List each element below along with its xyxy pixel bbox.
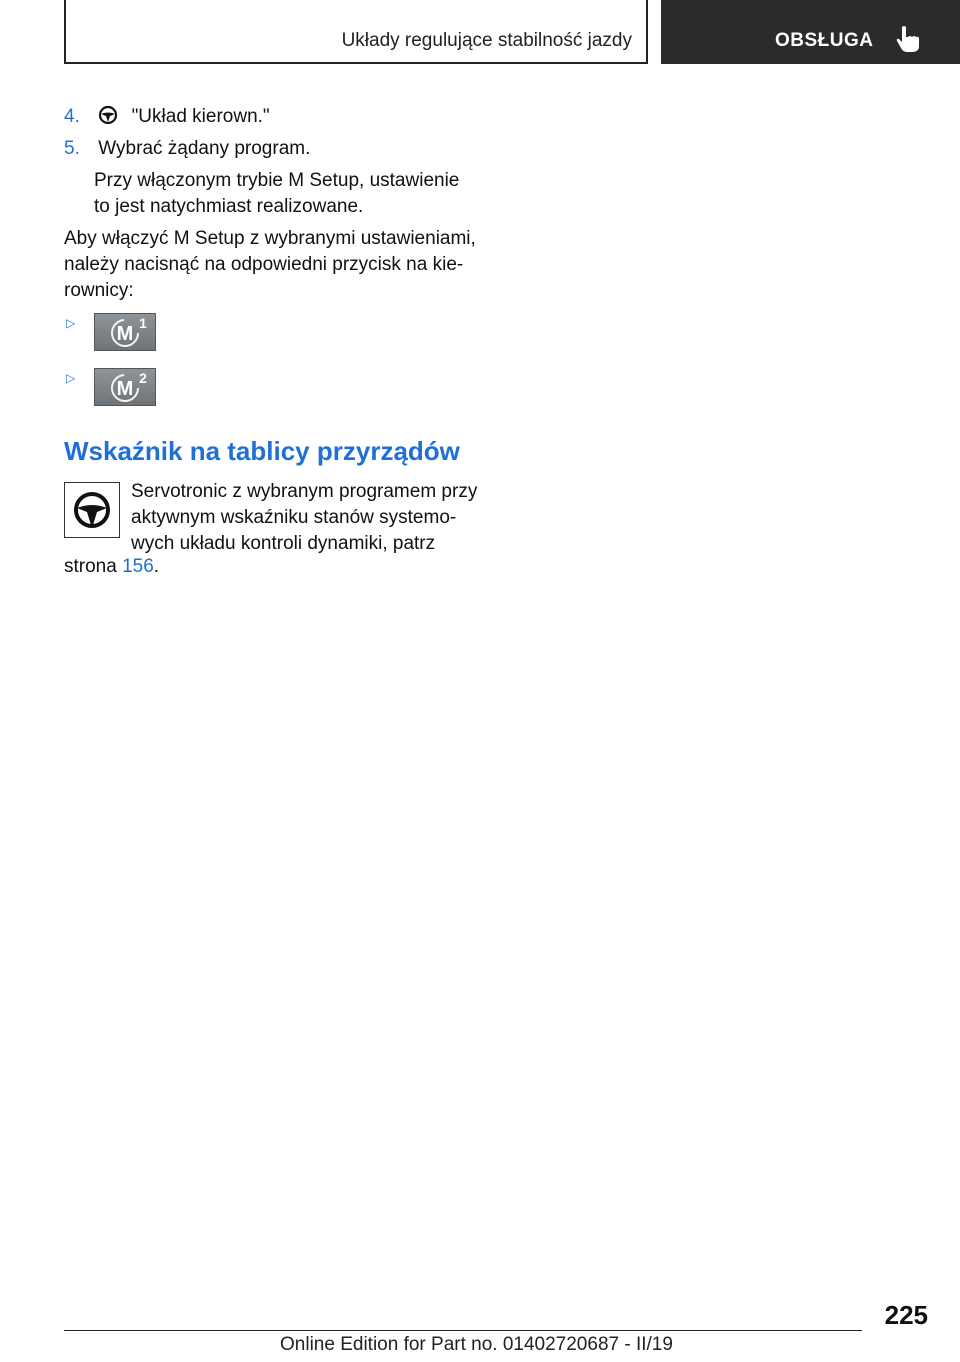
step-5-note (94, 168, 459, 220)
indicator-image (64, 482, 120, 538)
svg-text:2: 2 (139, 370, 147, 386)
header-title-box (64, 0, 648, 64)
step-text: Wybrać żądany program. (98, 138, 311, 159)
steering-wheel-icon (65, 483, 119, 537)
step-4 (64, 104, 270, 130)
note-line: Przy włączonym trybie M Setup, ustawienie (94, 170, 460, 191)
footer-edition: Online Edition for Part no. 01402720687 - II/19 (280, 1334, 673, 1355)
section-last-line (64, 554, 159, 580)
step-text: "Układ kierown." (131, 106, 270, 127)
page-ref-prefix: strona (64, 556, 117, 577)
m2-button-image (94, 368, 156, 406)
section-line: Servotronic z wybranym programem przy (131, 481, 478, 502)
step-number: 5. (64, 138, 80, 159)
page-number: 225 (884, 1300, 928, 1330)
section-heading: Wskaźnik na tablicy przyrządów (64, 436, 460, 466)
note-line: to jest natychmiast realizowane. (94, 196, 364, 217)
svg-text:M: M (116, 323, 134, 345)
step-number: 4. (64, 106, 80, 127)
footer-divider (64, 1330, 862, 1331)
page-ref-suffix: . (153, 556, 160, 577)
svg-text:M: M (116, 378, 134, 400)
list-marker: ▷ (66, 371, 76, 385)
intro-line: Aby włączyć M Setup z wybranymi ustawieniami, (64, 228, 476, 249)
intro-paragraph (64, 226, 476, 304)
m1-button-image (94, 313, 156, 351)
section-line: aktywnym wskaźniku stanów systemo- (131, 507, 457, 528)
svg-text:1: 1 (139, 315, 147, 331)
intro-line: należy nacisnąć na odpowiedni przycisk na kie- (64, 254, 464, 275)
section-text (131, 479, 477, 557)
step-5 (64, 136, 310, 162)
header-section-label: OBSŁUGA (775, 30, 874, 51)
header-title: Układy regulujące stabilność jazdy (341, 30, 632, 51)
list-marker: ▷ (66, 316, 76, 330)
intro-line: rownicy: (64, 280, 134, 301)
m2-icon (95, 369, 155, 405)
m1-icon (95, 314, 155, 350)
pointing-hand-icon (895, 25, 921, 53)
steering-wheel-icon (98, 105, 118, 125)
section-line: wych układu kontroli dynamiki, patrz (131, 533, 436, 554)
header-section-tab (661, 0, 960, 64)
page-ref-link[interactable]: 156 (122, 556, 154, 577)
